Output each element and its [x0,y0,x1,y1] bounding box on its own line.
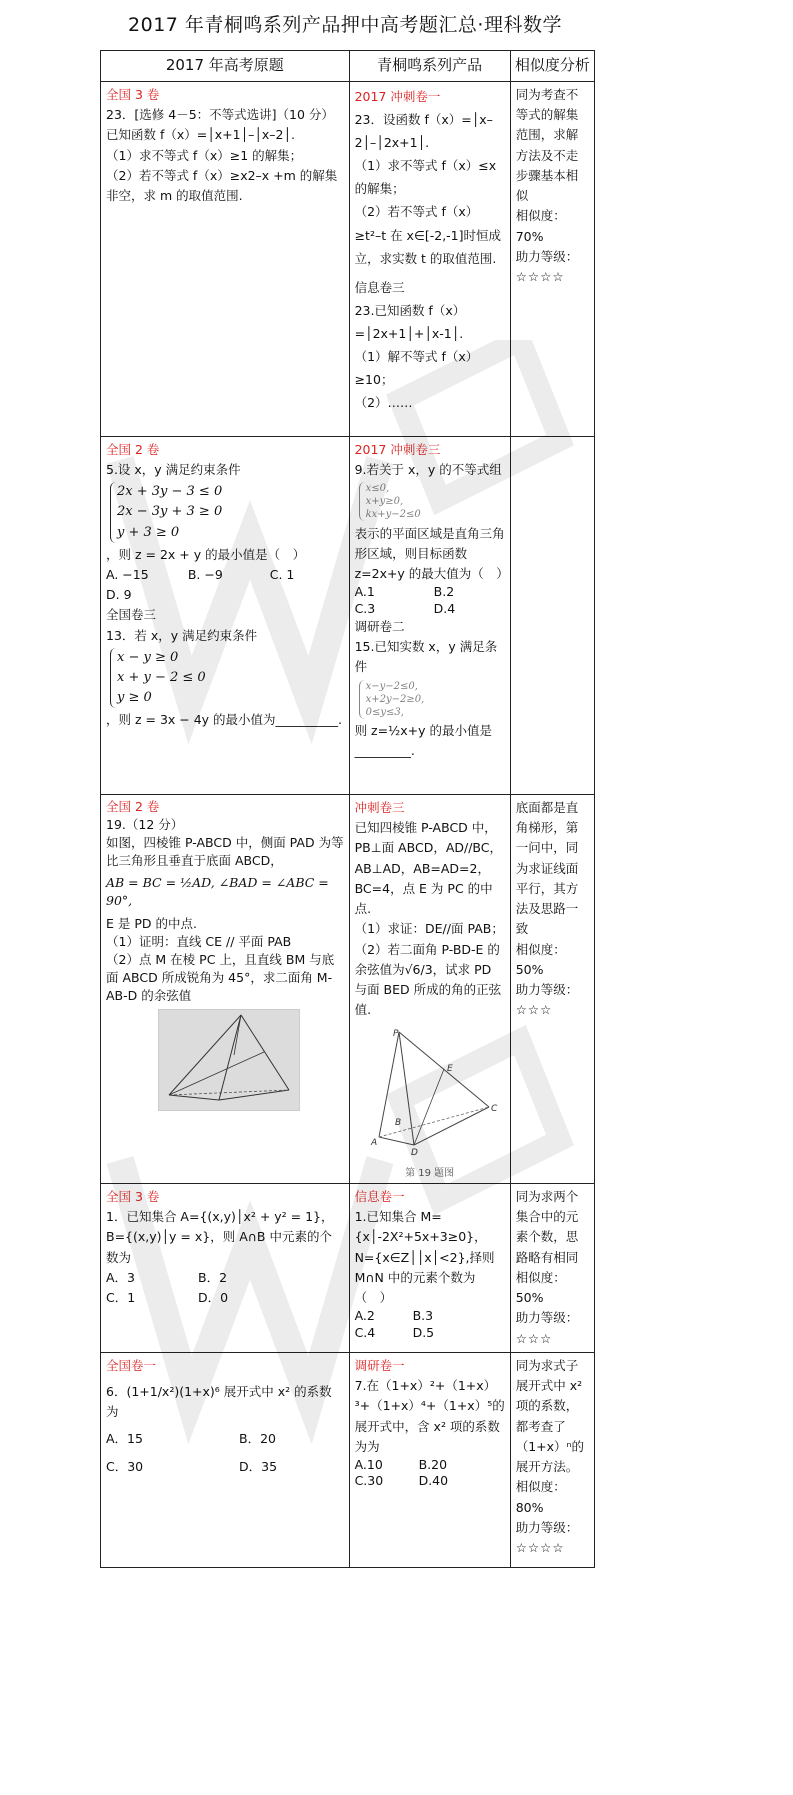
product-cell [349,81,510,436]
svg-text:A: A [370,1137,377,1148]
constraint: kx+y−2≤0 [365,509,421,521]
question-line: 6．(1+1/x²)(1+x)⁶ 展开式中 x² 的系数为 [106,1384,332,1420]
header-similarity: 相似度分析 [510,51,594,82]
help-level-label: 助力等级： [515,248,579,264]
analysis-text: 同为求式子展开式中 x² 项的系数，都考查了（1+x）ⁿ的展开方法。 [515,1357,585,1474]
option: B.3 [412,1308,434,1324]
question-line: 则 z=½x+y 的最小值是_________. [354,722,492,758]
similarity-cell [510,436,594,794]
product-cell [349,1352,510,1567]
option: B.2 [433,584,455,600]
source-tag: 调研卷一 [354,1357,405,1373]
question-line: （2）若二面角 P-BD-E 的余弦值为√6/3，试求 PD 与面 BED 所成的角的正弦值. [354,941,502,1018]
analysis-text: 底面都是直角梯形，第一问中，同为求证线面平行，其方法及思路一致 [515,799,579,937]
original-cell [101,436,350,794]
source-tag: 调研卷二 [354,618,405,634]
question-line: ，则 z = 3x − 4y 的最小值为__________. [106,712,343,728]
similarity-cell [510,794,594,1183]
table-row [101,794,595,1183]
option: B. −9 [187,566,223,582]
question-line: （1）解不等式 f（x）≥10； [354,349,479,388]
question-line: （2）若不等式 f（x）≥x2–x +m 的解集非空，求 m 的取值范围. [106,167,338,203]
similarity-cell [510,1352,594,1567]
help-level-stars: ☆☆☆ [515,1002,553,1018]
answer-options [355,1308,505,1341]
product-cell [349,436,510,794]
constraint: 2x − 3y + 3 ≥ 0 [117,504,223,520]
option: A.10 [354,1457,383,1472]
table-row [101,81,595,436]
constraint: x − y ≥ 0 [117,649,179,665]
question-line: （1）求不等式 f（x）≤x 的解集； [354,158,497,197]
svg-text:E: E [446,1063,453,1074]
similarity-value: 相似度：80% [515,1479,566,1515]
svg-text:D: D [410,1147,418,1158]
question-line: 9.若关于 x，y 的不等式组 [354,462,502,477]
table-row [101,1352,595,1567]
option: B.20 [418,1457,448,1472]
svg-text:C: C [490,1103,497,1114]
question-line: 1.已知集合 M={x│-2X²+5x+3≥0}，N={x∈Z││x│<2},择则 M∩N 中的元素个数为（ ） [354,1209,495,1305]
answer-options [106,565,344,606]
option: A. −15 [106,566,149,582]
constraint-system [359,482,421,521]
source-tag: 2017 冲刺卷三 [354,441,441,457]
answer-options [355,1457,505,1490]
source-tag: 信息卷一 [354,1188,405,1204]
svg-text:P: P [392,1028,399,1039]
table-row [101,436,595,794]
question-line: 已知四棱锥 P-ABCD 中，PB⊥面 ABCD，AD//BC，AB⊥AD，AB=AD=2，BC=4，点 E 为 PC 的中点. [354,820,502,916]
question-line: 23．设函数 f（x）=│x–2│–│2x+1│. [354,111,493,150]
source-tag: 全国 2 卷 [106,798,160,814]
option: A．15 [106,1430,143,1446]
answer-options [106,1429,344,1478]
table-row [101,1183,595,1352]
option: C.30 [354,1473,384,1489]
source-tag: 全国卷三 [106,607,157,623]
help-level-label: 助力等级： [515,982,579,997]
option: A．3 [106,1269,136,1285]
original-cell [101,794,350,1183]
question-line: ，则 z = 2x + y 的最小值是（ ） [106,546,306,562]
help-level-stars: ☆☆☆☆ [515,1540,565,1555]
source-tag: 全国 3 卷 [106,86,160,102]
figure-caption: 第 19 题图 [405,1167,455,1179]
comparison-table [100,50,595,1568]
original-cell [101,1352,350,1567]
source-tag: 全国 3 卷 [106,1188,160,1204]
option: C．1 [106,1290,136,1305]
table-header-row [101,51,595,82]
constraint: y + 3 ≥ 0 [117,524,180,540]
constraint: x−y−2≤0, [365,680,418,692]
answer-options [106,1268,344,1309]
analysis-text: 同为考查不等式的解集范围，求解方法及不走步骤基本相似 [515,86,579,203]
constraint: y ≥ 0 [117,690,152,706]
option: D．0 [198,1290,229,1305]
option: C.3 [354,600,376,616]
source-tag: 全国 2 卷 [106,441,160,457]
help-level-label: 助力等级： [515,1519,579,1535]
option: D. 9 [106,587,132,603]
source-tag: 2017 冲刺卷一 [354,88,441,104]
constraint-system [110,482,222,542]
option: D.5 [412,1324,435,1340]
question-line: E 是 PD 的中点. [106,915,197,931]
header-products: 青桐鸣系列产品 [349,51,510,82]
constraint: x + y − 2 ≤ 0 [117,670,206,686]
question-line: 15.已知实数 x，y 满足条件 [354,639,498,675]
option: B．2 [198,1269,228,1285]
question-line: （2）…… [354,395,413,411]
help-level-label: 助力等级： [515,1310,579,1326]
source-tag: 全国卷一 [106,1357,157,1373]
constraint-system [110,648,206,708]
similarity-value: 相似度：50% [515,1269,566,1305]
source-tag: 冲刺卷三 [354,799,405,815]
question-line: （2）若不等式 f（x）≥t²–t 在 x∈[-2,-1]时恒成立，求实数 t 的取值范围. [354,204,502,266]
option: D.40 [418,1473,449,1489]
help-level-stars: ☆☆☆ [515,1330,553,1346]
pyramid-photo-figure [158,1009,300,1111]
constraint: x≤0, [365,483,390,495]
question-line: 5.设 x，y 满足约束条件 [106,462,241,477]
question-line: 已知函数 f（x）=│x+1│–│x–2│. [106,127,295,143]
original-cell [101,81,350,436]
analysis-text: 同为求两个集合中的元素个数，思路略有相同 [515,1188,579,1265]
option: A.2 [354,1308,375,1324]
option: D．35 [239,1458,278,1474]
header-original: 2017 年高考原题 [101,51,350,82]
question-line: （1）求不等式 f（x）≥1 的解集； [106,147,303,163]
question-line: 19.（12 分） [106,816,184,832]
original-cell [101,1183,350,1352]
product-cell [349,1183,510,1352]
question-line: 7.在（1+x）²+（1+x）³+（1+x）⁴+（1+x）⁵的展开式中，含 x² 项的系数为为 [354,1378,505,1454]
question-line: （1）求证：DE//面 PAB； [354,921,504,937]
constraint: x+2y−2≥0, [365,693,425,705]
answer-options [355,584,505,617]
question-line: （2）点 M 在棱 PC 上，且直线 BM 与底面 ABCD 所成锐角为 45°，求二面角 M-AB-D 的余弦值 [106,951,335,1003]
option: C．30 [106,1458,144,1474]
pyramid-diagram [369,1027,499,1162]
svg-text:B: B [394,1117,401,1128]
document-title: 2017 年青桐鸣系列产品押中高考题汇总·理科数学 [128,14,562,36]
question-line: B={(x,y)│y = x}，则 A∩B 中元素的个数为 [106,1229,332,1265]
question-line: 13．若 x，y 满足约束条件 [106,627,258,643]
help-level-stars: ☆☆☆☆ [515,269,565,284]
option: C.4 [354,1324,376,1340]
option: A.1 [354,584,375,600]
question-line: （1）证明：直线 CE // 平面 PAB [106,933,292,949]
product-cell [349,794,510,1183]
similarity-value: 相似度：50% [515,941,566,977]
constraint: 0≤y≤3, [365,706,404,718]
question-line: 表示的平面区域是直角三角形区域，则目标函数 z=2x+y 的最大值为（ ） [354,525,509,581]
similarity-value: 相似度：70% [515,208,566,244]
source-tag: 信息卷三 [354,279,405,295]
option: D.4 [433,600,456,616]
constraint: 2x + 3y − 3 ≤ 0 [117,484,223,500]
question-line: 23．[选修 4－5：不等式选讲]（10 分） [106,107,334,122]
question-line: 23.已知函数 f（x）=│2x+1│+│x-1│. [354,302,466,341]
constraint-system [359,680,425,719]
constraint: x+y≥0, [365,496,404,508]
question-line: 1．已知集合 A={(x,y)│x² + y² = 1}， [106,1209,334,1224]
question-line: 如图，四棱锥 P-ABCD 中，侧面 PAD 为等比三角形且垂直于底面 ABCD， [106,835,344,869]
similarity-cell [510,81,594,436]
question-line: AB = BC = ½AD, ∠BAD = ∠ABC = 90°, [106,875,329,909]
option: C. 1 [269,566,295,582]
option: B．20 [239,1430,276,1446]
similarity-cell [510,1183,594,1352]
